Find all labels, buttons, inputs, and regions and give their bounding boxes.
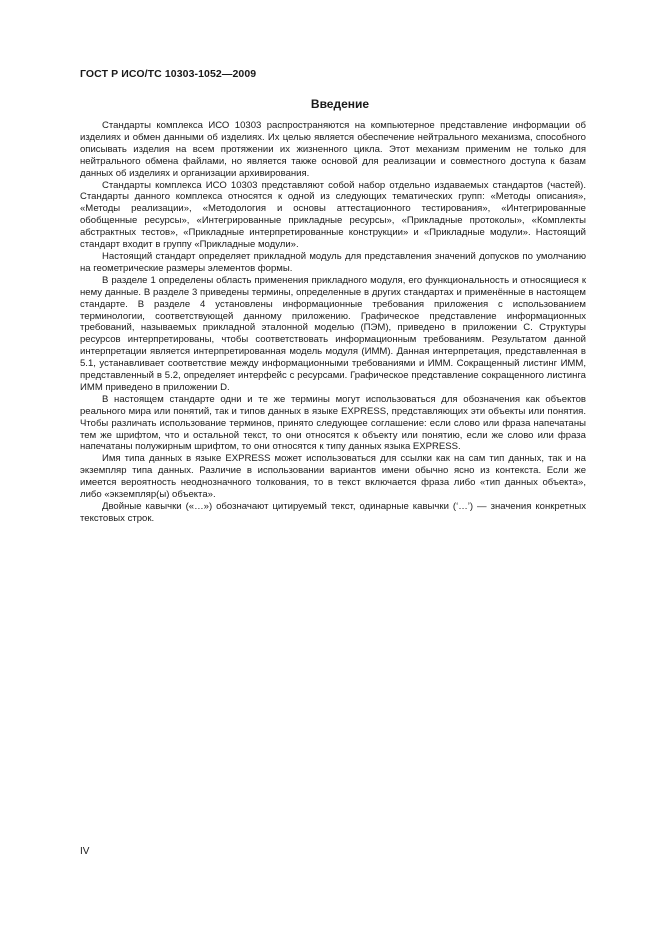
paragraph-express-naming: Имя типа данных в языке EXPRESS может использоваться для ссылки как на сам тип данных, так и на экземпляр типа данных. Различие в использовании вариантов имени обычно ясно из контекста. Если же имеется вероятность неоднозначного толкования, то в текст включается фраза либо «тип данных объекта», либо «экземпляр(ы) объекта».: [80, 453, 586, 501]
page-number: IV: [80, 846, 90, 857]
paragraph-module-purpose: Настоящий стандарт определяет прикладной модуль для представления значений допусков по умолчанию на геометрические размеры элементов формы.: [80, 250, 586, 274]
paragraph-series-structure: Стандарты комплекса ИСО 10303 представляют собой набор отдельно издаваемых стандартов (частей). Стандарты данного комплекса относятся к одной из следующих тематических групп: «Методы описания», «Методы реализации», «Методология и основы аттестационного тестирования», «Интегрированные обобщенные ресурсы», «Интегрированные прикладные ресурсы», «Прикладные протоколы», «Комплекты абстрактных тестов», «Прикладные интерпретированные конструкции» и «Прикладные модули». Настоящий стандарт входит в группу «Прикладные модули».: [80, 179, 586, 251]
document-header: ГОСТ Р ИСО/ТС 10303-1052—2009: [80, 68, 257, 80]
paragraph-scope: Стандарты комплекса ИСО 10303 распространяются на компьютерное представление информации об изделиях и обмен данными об изделиях. Их целью является обеспечение нейтрального механизма, способного описывать изделия на всем протяжении их жизненного цикла. Этот механизм применим не только для нейтрального обмена файлами, но является также основой для реализации и совместного доступа к базам данных об изделиях и организации архивирования.: [80, 120, 586, 179]
paragraph-document-structure: В разделе 1 определены область применения прикладного модуля, его функциональность и относящиеся к нему данные. В разделе 3 приведены термины, определенные в других стандартах и применённые в настоящем стандарте. В разделе 4 установлены информационные требования приложения с использованием терминологии, соответствующей данному приложению. Графическое представление информационных требований, называемых прикладной эталонной моделью (ПЭМ), приведено в приложении С. Структуры ресурсов интерпретированы, чтобы соответствовать информационным требованиям. Результатом данной интерпретации является интерпретированная модель модуля (ИММ). Данная интерпретация, представленная в 5.1, устанавливает соответствие между информационными требованиями и ИММ. Сокращенный листинг ИММ, представленный в 5.2, определяет интерфейс с ресурсами. Графическое представление сокращенного листинга ИММ приведено в приложении D.: [80, 274, 586, 393]
body-text: [80, 120, 586, 525]
paragraph-terminology-convention: В настоящем стандарте одни и те же термины могут использоваться для обозначения как объектов реального мира или понятий, так и типов данных в языке EXPRESS, представляющих эти объекты или понятия. Чтобы различать использование терминов, принято следующее соглашение: если слово или фраза напечатаны тем же шрифтом, что и остальной текст, то они относятся к объекту или понятию, если же слово или фраза напечатаны полужирным шрифтом, то они относятся к типу данных языка EXPRESS.: [80, 393, 586, 453]
section-title: Введение: [310, 97, 370, 111]
paragraph-quotation-marks: Двойные кавычки («…») обозначают цитируемый текст, одинарные кавычки (‘…’) — значения конкретных текстовых строк.: [80, 501, 586, 524]
